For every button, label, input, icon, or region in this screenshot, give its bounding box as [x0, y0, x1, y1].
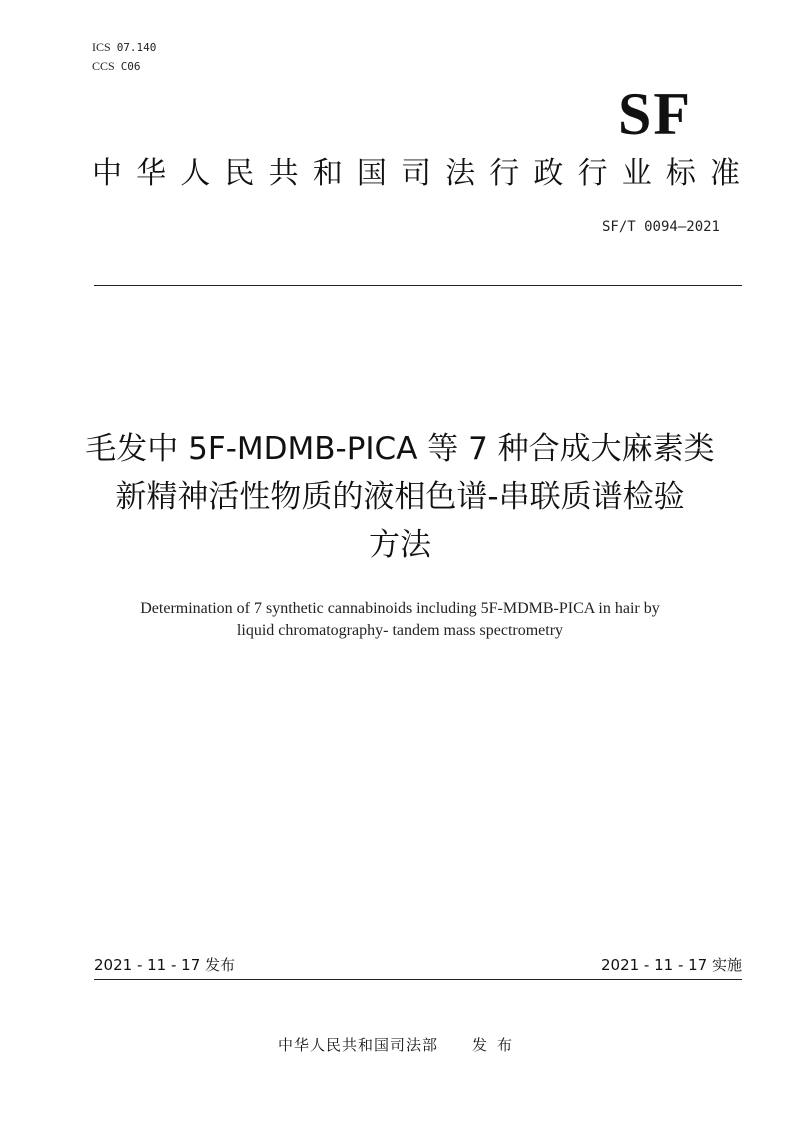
title-zh-line-1: 毛发中 5F-MDMB-PICA 等 7 种合成大麻素类 [85, 431, 715, 467]
issuer-name: 中华人民共和国司法部 [277, 1036, 438, 1054]
title-english [80, 598, 720, 642]
issuer-line [0, 1034, 800, 1055]
ccs-code: C06 [120, 60, 141, 73]
ics-code: 07.140 [116, 41, 157, 54]
ics-label: ICS [92, 40, 111, 54]
top-divider [94, 285, 742, 286]
title-en-line-1: Determination of 7 synthetic cannabinoids including 5F-MDMB-PICA in hair by [140, 600, 660, 617]
standard-code: SF/T 0094—2021 [601, 219, 720, 235]
issuer-verb: 发布 [472, 1036, 523, 1054]
ics-line [92, 40, 156, 55]
ccs-label: CCS [92, 59, 115, 73]
title-en-line-2: liquid chromatography- tandem mass spectrometry [236, 622, 564, 639]
implementation-date: 2021 - 11 - 17 实施 [600, 956, 742, 974]
title-zh-line-3: 方法 [369, 527, 431, 563]
title-chinese [60, 425, 740, 569]
bottom-divider [94, 979, 742, 980]
standard-name: 中华人民共和国司法行政行业标准 [92, 156, 740, 191]
sf-logo: SF [617, 81, 692, 147]
issue-date: 2021 - 11 - 17 发布 [94, 956, 236, 974]
ccs-line [92, 59, 141, 74]
title-zh-line-2: 新精神活性物质的液相色谱-串联质谱检验 [115, 479, 685, 515]
